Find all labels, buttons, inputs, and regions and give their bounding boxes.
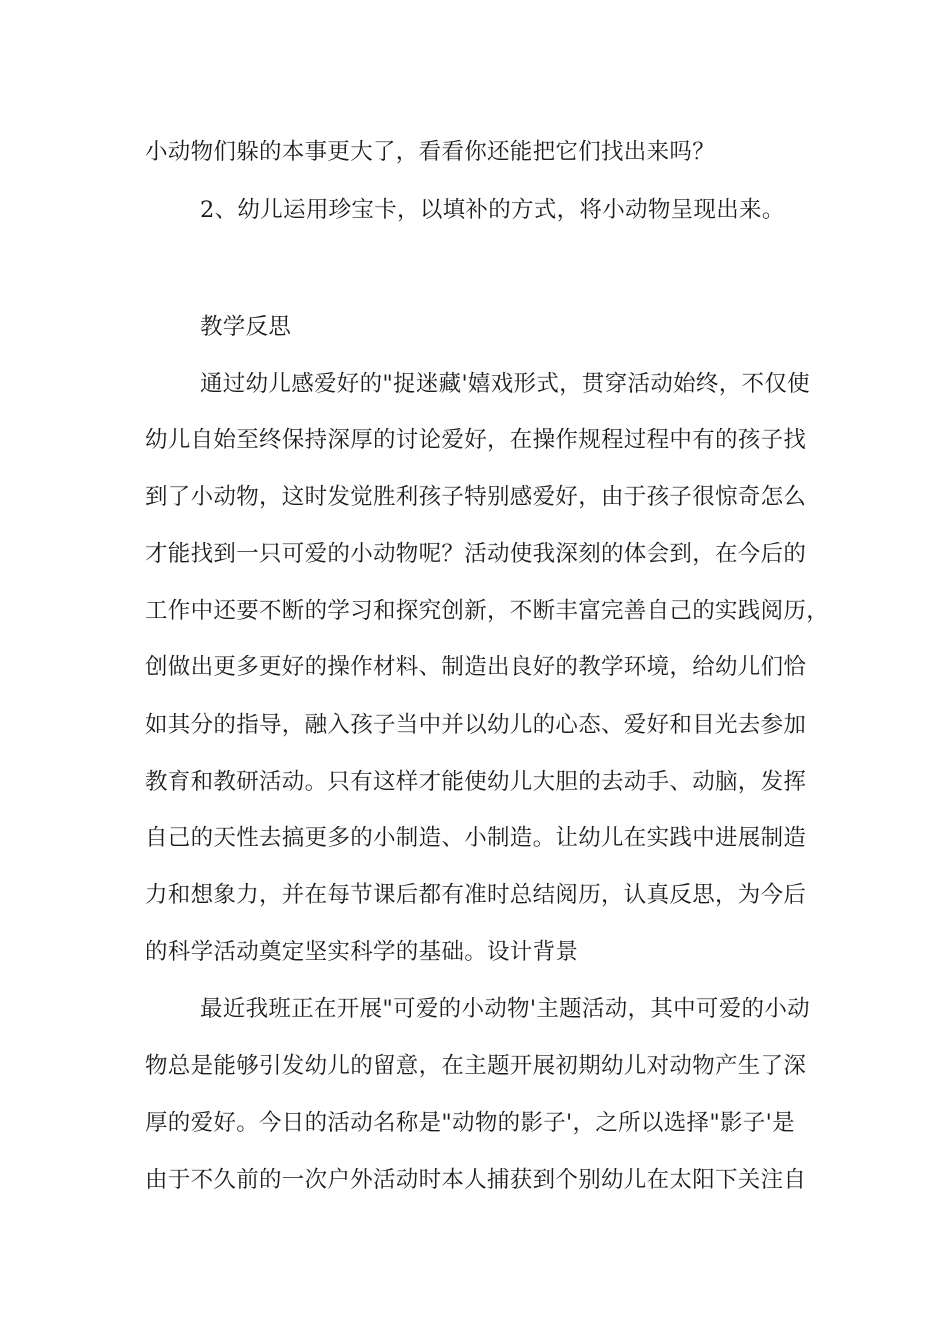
text-line: 自己的天性去搞更多的小制造、小制造。让幼儿在实践中进展制造 [145, 825, 807, 851]
text-line: 通过幼儿感爱好的"捉迷藏'嬉戏形式，贯穿活动始终，不仅使 [200, 371, 810, 397]
text-line: 创做出更多更好的操作材料、制造出良好的教学环境，给幼儿们恰 [145, 654, 807, 680]
text-line: 如其分的指导，融入孩子当中并以幼儿的心态、爱好和目光去参加 [145, 712, 807, 738]
text-line: 厚的爱好。今日的活动名称是"动物的影子'，之所以选择"影子'是 [145, 1110, 795, 1136]
text-line: 幼儿自始至终保持深厚的讨论爱好，在操作规程过程中有的孩子找 [145, 427, 807, 453]
text-line: 2、幼儿运用珍宝卡，以填补的方式，将小动物呈现出来。 [200, 197, 785, 223]
text-line: 到了小动物，这时发觉胜利孩子特别感爱好，由于孩子很惊奇怎么 [145, 484, 807, 510]
text-line: 物总是能够引发幼儿的留意，在主题开展初期幼儿对动物产生了深 [145, 1053, 807, 1079]
text-line: 才能找到一只可爱的小动物呢？活动使我深刻的体会到，在今后的 [145, 541, 807, 567]
text-line: 教育和教研活动。只有这样才能使幼儿大胆的去动手、动脑，发挥 [145, 769, 807, 795]
text-line: 力和想象力，并在每节课后都有准时总结阅历，认真反思，为今后 [145, 882, 807, 908]
section-heading: 教学反思 [200, 314, 292, 340]
text-line: 工作中还要不断的学习和探究创新，不断丰富完善自己的实践阅历， [145, 598, 830, 624]
text-line: 最近我班正在开展"可爱的小动物'主题活动，其中可爱的小动 [200, 996, 810, 1022]
text-line: 由于不久前的一次户外活动时本人捕获到个别幼儿在太阳下关注自 [145, 1167, 807, 1193]
text-line: 的科学活动奠定坚实科学的基础。设计背景 [145, 939, 579, 965]
text-line: 小动物们躲的本事更大了，看看你还能把它们找出来吗？ [145, 139, 716, 165]
